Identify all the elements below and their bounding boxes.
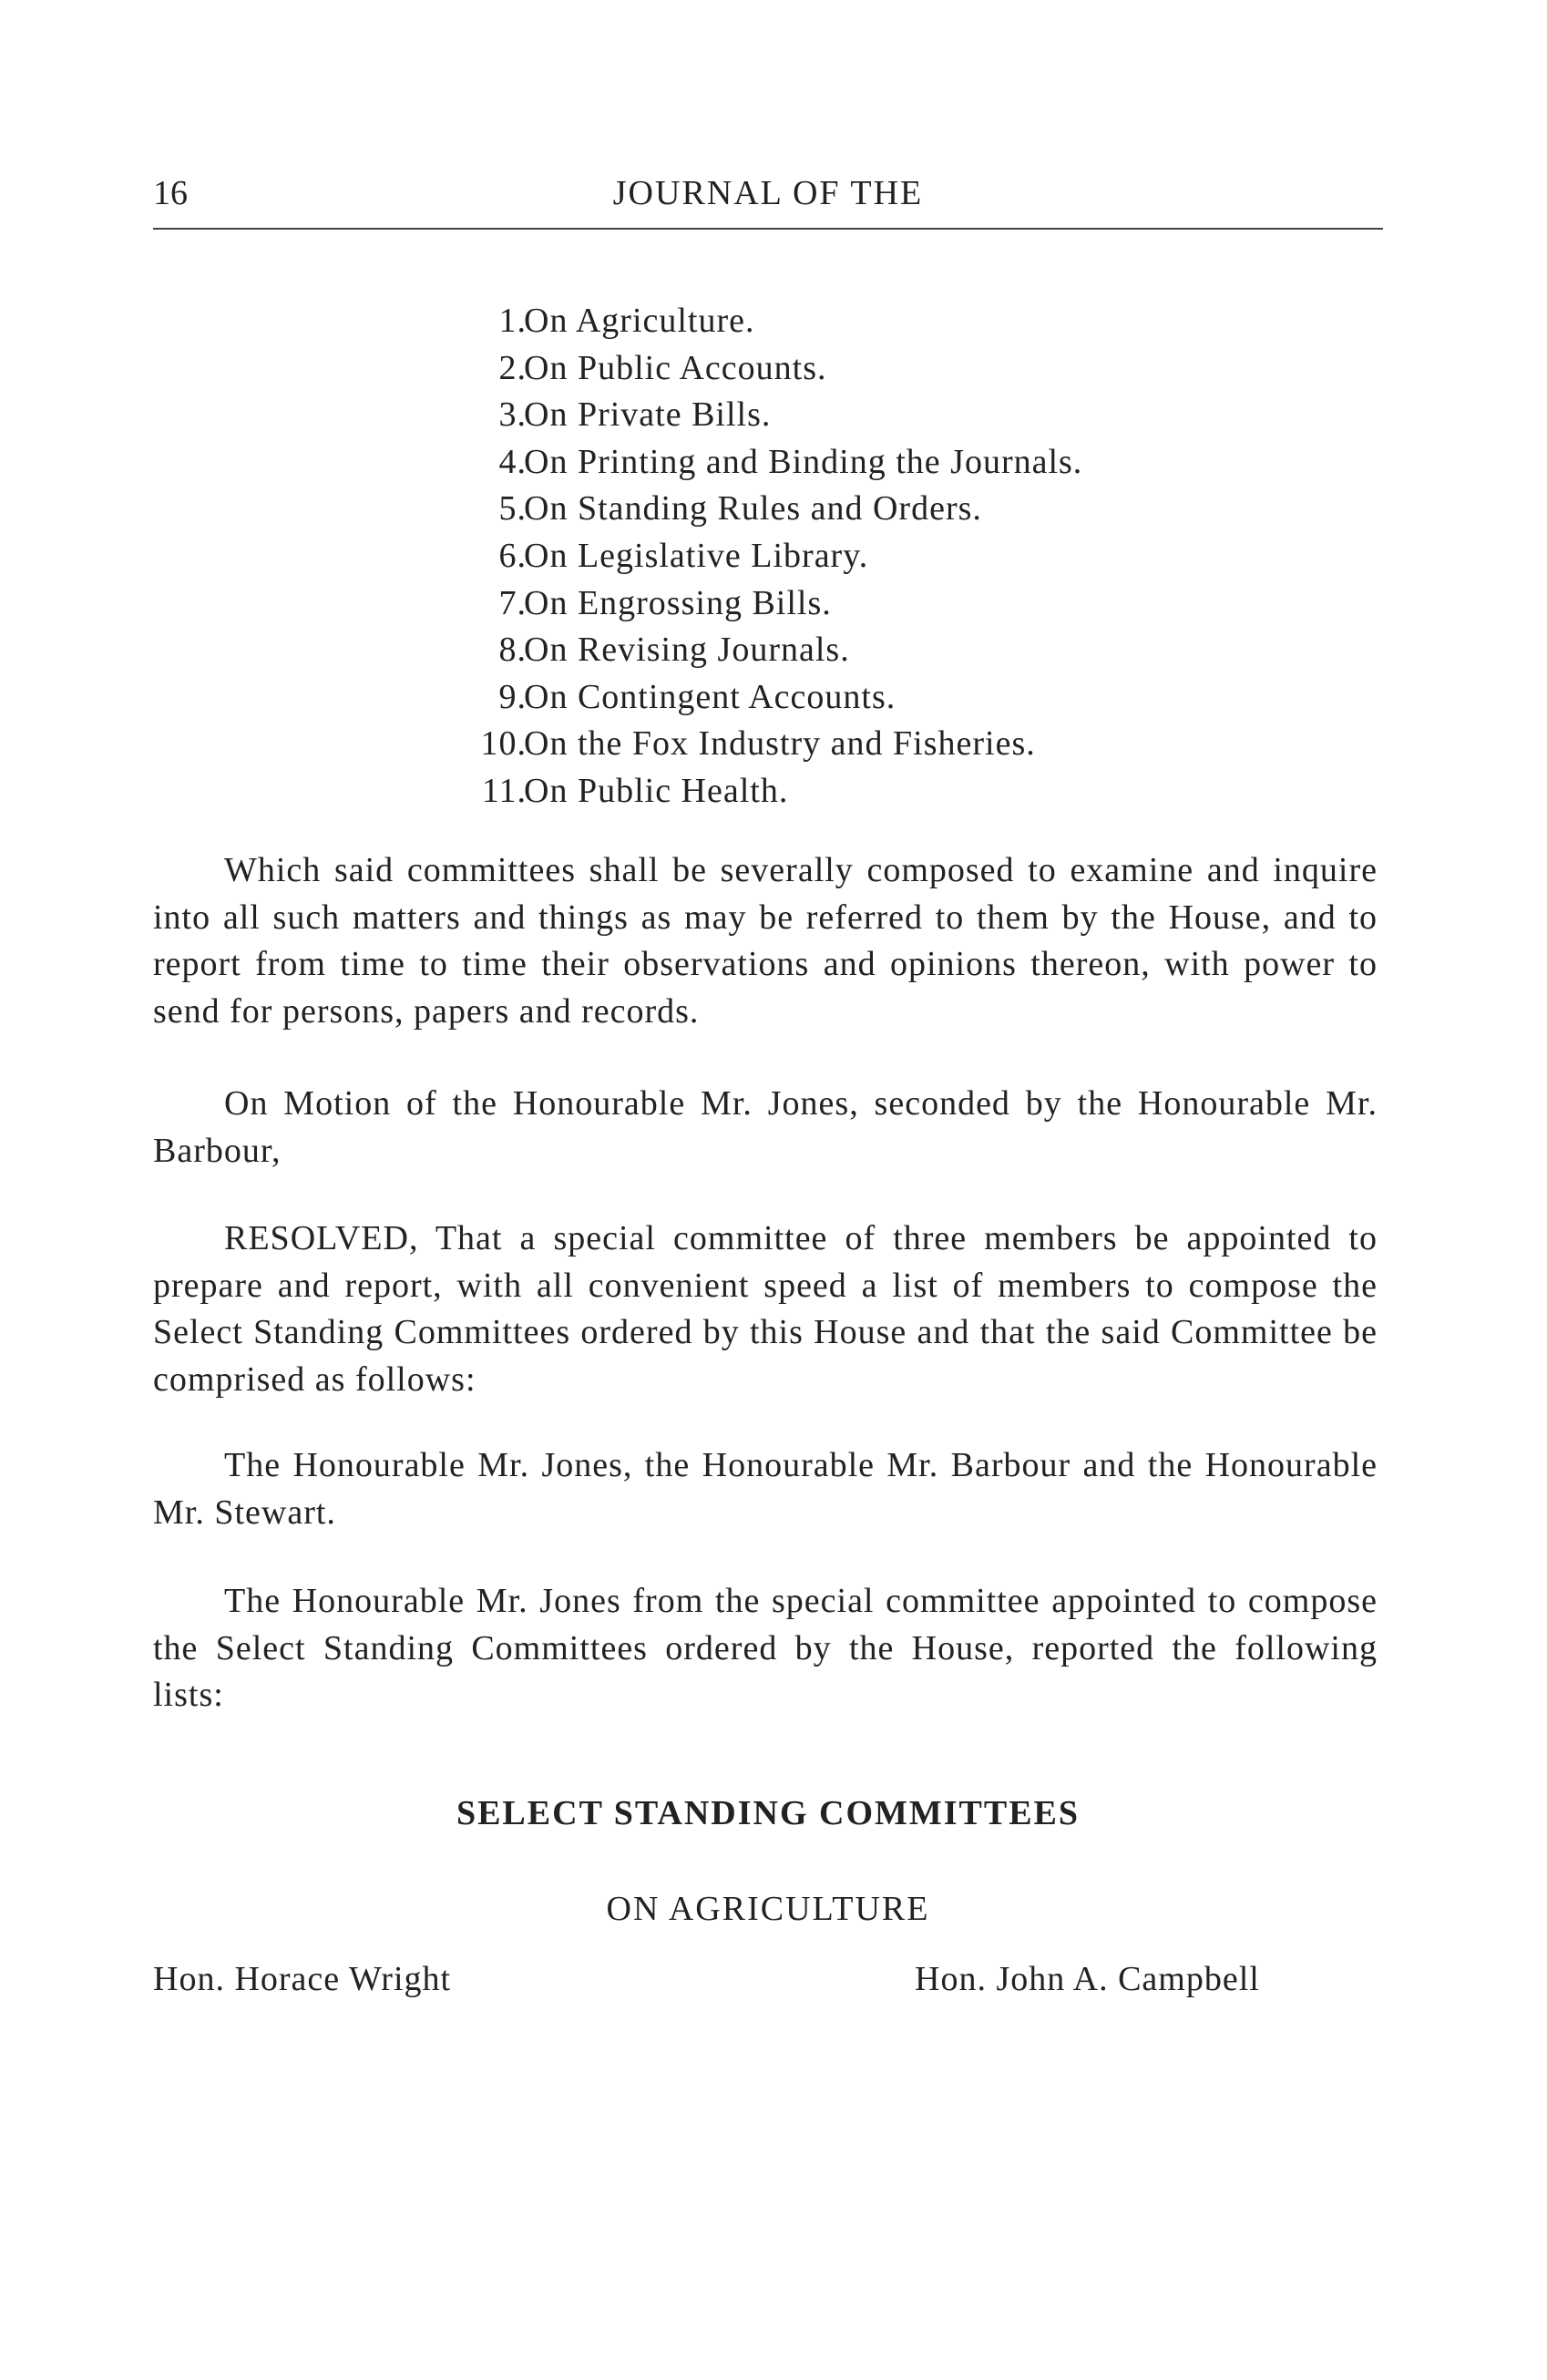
list-item: [439, 771, 789, 818]
list-item-number: 10.: [480, 724, 527, 764]
list-item-number: 11.: [481, 771, 527, 810]
report-paragraph: The Honourable Mr. Jones from the special committee appointed to compose the Select Standing Committees ordered by the House, reported the following lists:: [153, 1582, 1378, 1714]
member-name: Hon. John A. Campbell: [915, 1960, 1260, 1998]
list-item: [439, 348, 827, 395]
list-item-text: On Public Accounts.: [524, 348, 827, 387]
motion-paragraph: On Motion of the Honourable Mr. Jones, seconded by the Honourable Mr. Barbour,: [153, 1084, 1378, 1170]
page-header: [153, 173, 1383, 230]
list-item-text: On Agriculture.: [524, 302, 755, 340]
list-item-text: On Printing and Binding the Journals.: [524, 442, 1083, 481]
list-item-number: 6.: [498, 536, 527, 575]
list-item: [439, 583, 832, 631]
list-item: [439, 488, 982, 536]
list-item-number: 9.: [498, 677, 527, 716]
list-item-number: 7.: [498, 583, 527, 622]
section-title: SELECT STANDING COMMITTEES: [456, 1794, 1081, 1832]
committee-members-paragraph: The Honourable Mr. Jones, the Honourable Mr. Barbour and the Honourable Mr. Stewart.: [153, 1446, 1378, 1532]
list-item-number: 1.: [498, 302, 527, 340]
list-item: [439, 536, 869, 583]
list-item-text: On Revising Journals.: [524, 631, 850, 670]
list-item: [439, 395, 772, 442]
list-item: [439, 630, 850, 677]
list-item: [439, 677, 896, 724]
list-item: [439, 442, 1083, 489]
running-head: JOURNAL OF THE: [612, 174, 924, 212]
list-item-text: On Legislative Library.: [524, 536, 869, 575]
page-number: 16: [153, 174, 188, 212]
list-item: [439, 301, 755, 348]
committee-list: [439, 301, 1083, 818]
list-item-text: On the Fox Industry and Fisheries.: [524, 724, 1036, 764]
list-item-text: On Public Health.: [524, 771, 789, 810]
list-item-text: On Standing Rules and Orders.: [524, 489, 982, 528]
committees-duties-paragraph: Which said committees shall be severally composed to examine and inquire into all such matters and things as may be referred to them by the House, and to report from time to time their observations and opinions thereon, with power to send for persons, papers and records.: [153, 851, 1378, 1031]
list-item-number: 2.: [498, 348, 527, 387]
list-item-text: On Engrossing Bills.: [524, 583, 832, 622]
list-item: [439, 723, 1036, 771]
resolution-paragraph: RESOLVED, That a special committee of three members be appointed to prepare and report, with all convenient speed a list of members to compose the Select Standing Committees ordered by this House and that the said Committee be comprised as follows:: [153, 1219, 1378, 1399]
member-name: Hon. Horace Wright: [153, 1960, 452, 1998]
list-item-number: 3.: [498, 395, 527, 435]
section-subtitle: ON AGRICULTURE: [606, 1890, 930, 1928]
list-item-text: On Private Bills.: [524, 395, 772, 435]
list-item-text: On Contingent Accounts.: [524, 677, 896, 716]
list-item-number: 4.: [498, 442, 527, 481]
list-item-number: 8.: [498, 631, 527, 670]
list-item-number: 5.: [498, 489, 527, 528]
